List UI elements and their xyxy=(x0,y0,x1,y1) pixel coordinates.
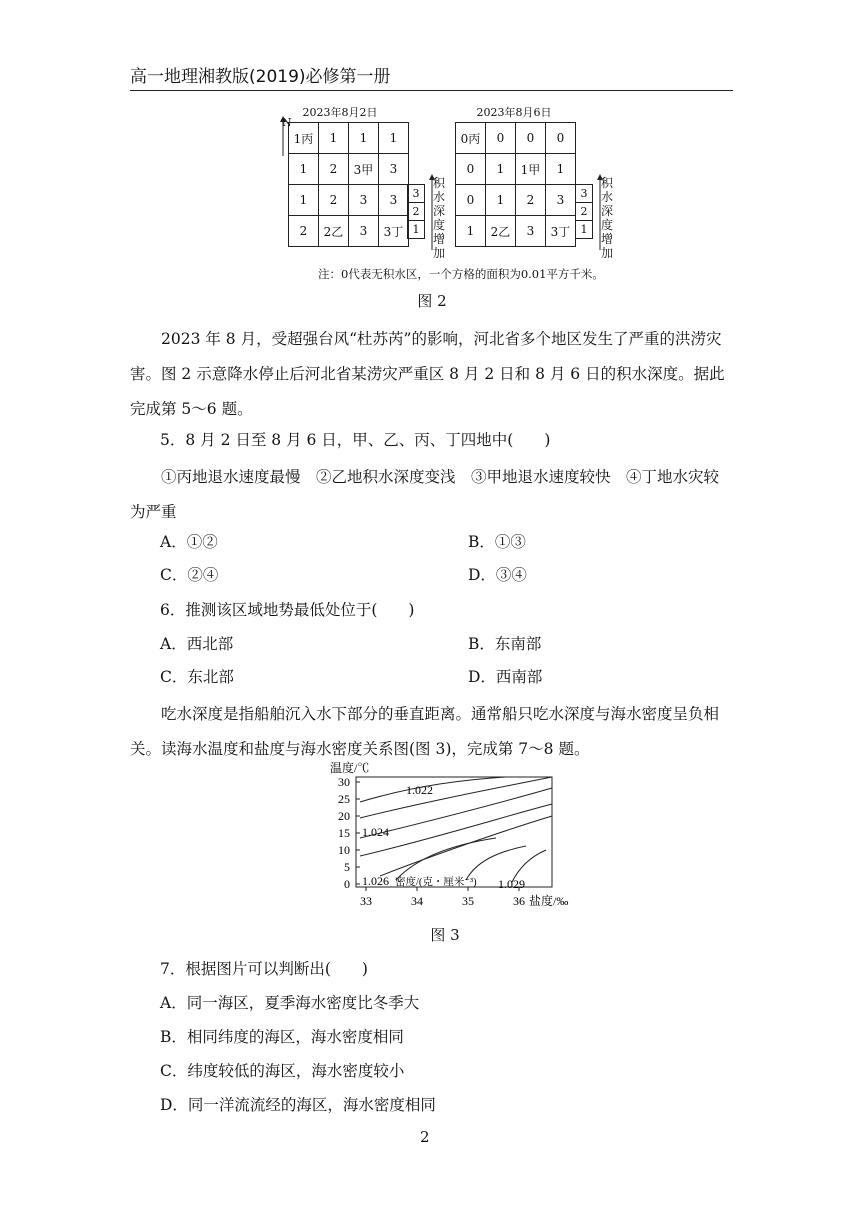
page-header: 高一地理湘教版(2019)必修第一册 xyxy=(130,67,391,87)
header-rule xyxy=(130,90,733,91)
question-6-option-c[interactable]: C．东北部 xyxy=(160,668,234,686)
right-grid-title: 2023年8月6日 xyxy=(476,106,552,119)
y-tick-label: 10 xyxy=(338,843,350,857)
left-grid-cell: 2 xyxy=(319,154,349,185)
x-tick-label: 36 xyxy=(513,894,525,908)
right-grid-row xyxy=(456,154,576,185)
question-5-option-c[interactable]: C．②④ xyxy=(160,566,219,584)
north-label: N xyxy=(282,116,292,129)
question-6-option-d[interactable]: D．西南部 xyxy=(468,668,543,686)
right-grid-cell: 2乙 xyxy=(486,216,516,247)
right-grid-cell: 0 xyxy=(456,185,486,216)
y-tick-label: 0 xyxy=(344,877,350,891)
left-grid-row xyxy=(289,216,409,247)
isoline-label-1024: 1.024 xyxy=(362,825,389,839)
right-grid-cell: 1 xyxy=(486,154,516,185)
y-tick-label: 30 xyxy=(338,775,350,789)
left-grid-cell: 1 xyxy=(289,185,319,216)
right-legend-level: 1 xyxy=(576,221,593,239)
y-tick-label: 25 xyxy=(338,792,350,806)
question-7-option-d[interactable]: D．同一洋流流经的海区，海水密度相同 xyxy=(160,1096,436,1114)
isoline-label-1022: 1.022 xyxy=(406,783,433,797)
left-legend-level: 1 xyxy=(408,221,425,239)
left-grid-row xyxy=(289,185,409,216)
left-legend-label: 积水深度增加 xyxy=(432,176,445,260)
figure-3 xyxy=(326,758,596,910)
x-axis-label: 盐度/‰ xyxy=(529,894,569,908)
isoline-label-1029: 1.029 xyxy=(498,877,525,891)
right-grid-row xyxy=(456,216,576,247)
left-grid-cell: 3甲 xyxy=(349,154,379,185)
left-grid-row xyxy=(289,123,409,154)
left-grid-cell: 1丙 xyxy=(289,123,319,154)
question-7-option-a[interactable]: A．同一海区，夏季海水密度比冬季大 xyxy=(160,994,420,1012)
isoline-1024-b xyxy=(380,816,552,876)
y-tick-label: 5 xyxy=(344,860,350,874)
left-grid-row xyxy=(289,154,409,185)
right-grid-cell: 0丙 xyxy=(456,123,486,154)
isoline-1026-a xyxy=(396,838,496,880)
question-7-option-c[interactable]: C．纬度较低的海区，海水密度较小 xyxy=(160,1062,405,1080)
right-grid-cell: 1甲 xyxy=(516,154,546,185)
intro-paragraph-2: 吃水深度是指船舶沉入水下部分的垂直距离。通常船只吃水深度与海水密度呈负相关。读海水温度和盐度与海水密度关系图(图 3)，完成第 7～8 题。 xyxy=(130,705,720,758)
page-number: 2 xyxy=(420,1128,430,1146)
left-grid-cell: 3 xyxy=(379,154,409,185)
left-water-depth-grid xyxy=(288,122,409,247)
left-grid-cell: 3 xyxy=(379,185,409,216)
y-axis-label: 温度/℃ xyxy=(330,761,370,775)
question-5-option-b[interactable]: B．①③ xyxy=(468,533,526,551)
right-grid-cell: 3丁 xyxy=(546,216,576,247)
right-grid-cell: 1 xyxy=(486,185,516,216)
isoline-1026-b xyxy=(466,846,526,880)
x-tick-label: 33 xyxy=(360,894,372,908)
right-grid-row xyxy=(456,123,576,154)
question-5-statements: ①丙地退水速度最慢 ②乙地积水深度变浅 ③甲地退水速度较快 ④丁地水灾较为严重 xyxy=(130,468,720,521)
left-grid-cell: 1 xyxy=(319,123,349,154)
right-grid-cell: 3 xyxy=(516,216,546,247)
right-water-depth-grid xyxy=(455,122,576,247)
question-7-option-b[interactable]: B．相同纬度的海区，海水密度相同 xyxy=(160,1028,404,1046)
left-grid-cell: 1 xyxy=(349,123,379,154)
question-7-stem: 7．根据图片可以判断出( ) xyxy=(160,960,368,978)
y-tick-label: 20 xyxy=(338,809,350,823)
left-grid-cell: 2 xyxy=(319,185,349,216)
right-grid-cell: 0 xyxy=(546,123,576,154)
right-grid-cell: 0 xyxy=(456,154,486,185)
figure-2-caption: 图 2 xyxy=(417,292,447,310)
question-5-option-d[interactable]: D．③④ xyxy=(468,566,527,584)
left-legend-level: 2 xyxy=(408,203,425,221)
figure-3-caption: 图 3 xyxy=(430,926,460,944)
right-grid-cell: 0 xyxy=(486,123,516,154)
isoline-1022-a xyxy=(360,777,506,802)
left-depth-legend xyxy=(407,184,425,239)
left-grid-cell: 3丁 xyxy=(379,216,409,247)
y-tick-label: 15 xyxy=(338,826,350,840)
right-grid-cell: 1 xyxy=(456,216,486,247)
intro-paragraph-1: 2023 年 8 月，受超强台风“杜苏芮”的影响，河北省多个地区发生了严重的洪涝灾害。图 2 示意降水停止后河北省某涝灾严重区 8 月 2 日和 8 月 6 日的积水深度。据此完成第 5～6 题。 xyxy=(130,330,725,418)
isoline-label-1026: 1.026 xyxy=(362,874,389,888)
question-6-stem: 6．推测该区域地势最低处位于( ) xyxy=(160,601,415,619)
left-grid-cell: 1 xyxy=(379,123,409,154)
left-legend-level: 3 xyxy=(408,185,425,203)
left-grid-cell: 3 xyxy=(349,185,379,216)
right-depth-legend xyxy=(575,184,593,239)
question-5-option-a[interactable]: A．①② xyxy=(160,533,218,551)
right-grid-row xyxy=(456,185,576,216)
right-grid-cell: 1 xyxy=(546,154,576,185)
question-6-option-b[interactable]: B．东南部 xyxy=(468,635,542,653)
density-unit-label: 密度/(克・厘米⁻³) xyxy=(395,877,477,888)
right-legend-level: 2 xyxy=(576,203,593,221)
left-grid-cell: 2 xyxy=(289,216,319,247)
figure-2 xyxy=(270,104,613,294)
x-tick-label: 34 xyxy=(411,894,423,908)
question-5-stem: 5．8 月 2 日至 8 月 6 日，甲、乙、丙、丁四地中( ) xyxy=(160,431,551,449)
left-grid-cell: 3 xyxy=(349,216,379,247)
right-grid-cell: 0 xyxy=(516,123,546,154)
x-tick-label: 35 xyxy=(462,894,474,908)
left-grid-cell: 1 xyxy=(289,154,319,185)
left-grid-cell: 2乙 xyxy=(319,216,349,247)
right-grid-cell: 2 xyxy=(516,185,546,216)
question-6-option-a[interactable]: A．西北部 xyxy=(160,635,234,653)
left-grid-title: 2023年8月2日 xyxy=(302,106,378,119)
right-legend-level: 3 xyxy=(576,185,593,203)
right-grid-cell: 3 xyxy=(546,185,576,216)
right-legend-label: 积水深度增加 xyxy=(600,176,613,260)
figure-2-note: 注：0代表无积水区，一个方格的面积为0.01平方千米。 xyxy=(318,267,604,281)
